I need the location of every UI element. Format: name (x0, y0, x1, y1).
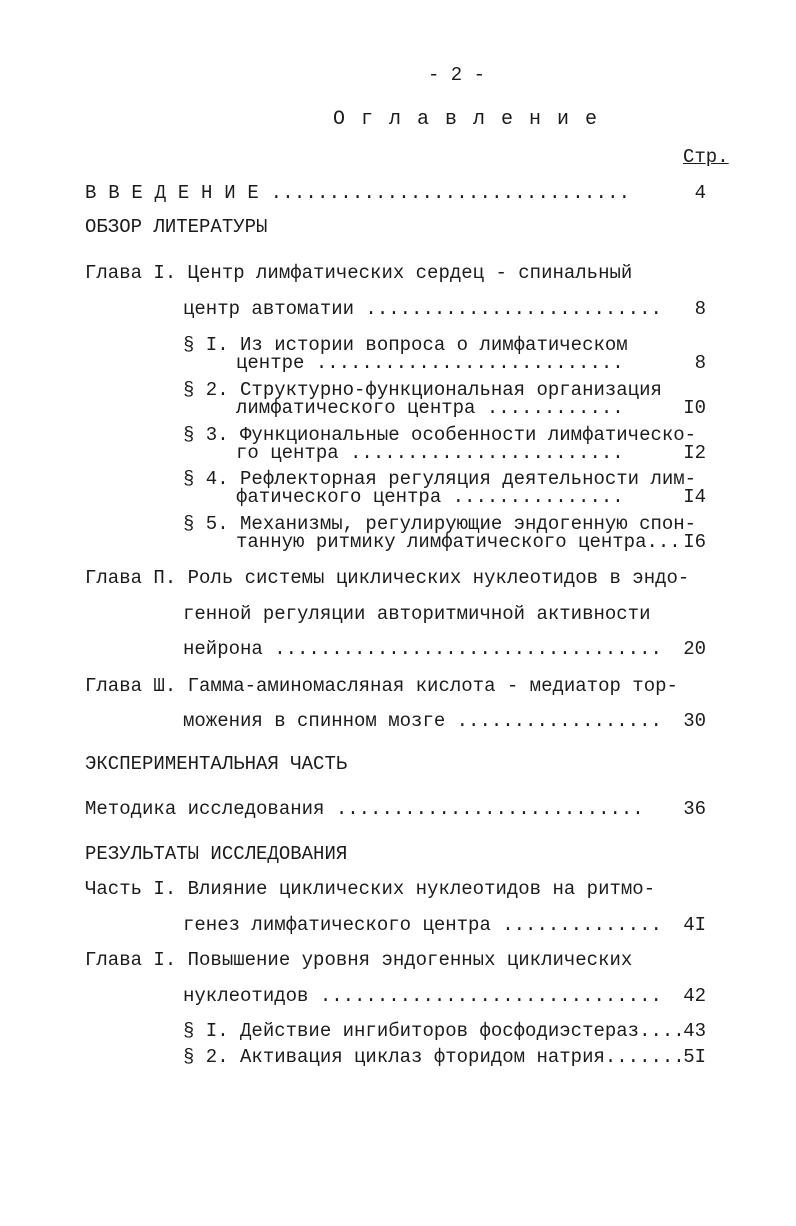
toc-page-results-chapter-1: 42 (683, 985, 706, 1007)
toc-entry-methods: Методика исследования ........................... (85, 798, 644, 820)
toc-page-methods: 36 (683, 798, 706, 820)
toc-entry-section-4-cont: фатического центра ............... (236, 486, 624, 508)
page-column-label: Стр. (683, 146, 729, 168)
toc-page-section-3: I2 (683, 442, 706, 464)
section-heading-experimental: ЭКСПЕРИМЕНТАЛЬНАЯ ЧАСТЬ (85, 753, 348, 775)
section-heading-literature: ОБЗОР ЛИТЕРАТУРЫ (85, 216, 268, 238)
toc-entry-section-4: § 4. Рефлекторная регуляция деятельности лим- (183, 468, 697, 490)
toc-entry-chapter-1-cont: центр автоматии .......................... (183, 298, 662, 320)
toc-page-results-section-2: 5I (683, 1046, 706, 1068)
toc-page-section-2: I0 (683, 397, 706, 419)
toc-entry-results-section-1: § I. Действие ингибиторов фосфодиэстераз.... (183, 1020, 685, 1042)
toc-entry-results-chapter-1: Глава I. Повышение уровня эндогенных циклических (85, 949, 633, 971)
toc-entry-section-3-cont: го центра ........................ (236, 442, 624, 464)
toc-entry-results-section-2: § 2. Активация циклаз фторидом натрия....... (183, 1046, 685, 1068)
toc-page-section-5: I6 (683, 531, 706, 553)
toc-entry-results-chapter-1-cont: нуклеотидов .............................. (183, 985, 662, 1007)
toc-page-part-1: 4I (683, 914, 706, 936)
toc-page-chapter-3: 30 (683, 710, 706, 732)
toc-page-chapter-1: 8 (694, 298, 706, 320)
toc-page-chapter-2: 20 (683, 638, 706, 660)
toc-entry-chapter-2-cont: генной регуляции авторитмичной активности (183, 603, 651, 625)
toc-page-results-section-1: 43 (683, 1020, 706, 1042)
toc-page-section-1: 8 (694, 352, 706, 374)
toc-entry-part-1-cont: генез лимфатического центра .............. (183, 914, 662, 936)
toc-page-intro: 4 (694, 182, 706, 204)
toc-entry-chapter-1: Глава I. Центр лимфатических сердец - спинальный (85, 262, 633, 284)
toc-entry-section-1: § I. Из истории вопроса о лимфатическом (183, 334, 628, 356)
toc-entry-chapter-3: Глава Ш. Гамма-аминомасляная кислота - медиатор тор- (85, 675, 678, 697)
toc-entry-section-5-cont: танную ритмику лимфатического центра... (236, 531, 681, 553)
toc-entry-intro: В В Е Д Е Н И Е ............................... (85, 182, 631, 204)
page-title: О г л а в л е н и е (333, 108, 600, 131)
page-number: - 2 - (428, 64, 486, 86)
toc-entry-section-1-cont: центре ........................... (236, 352, 624, 374)
toc-entry-chapter-2-cont2: нейрона .................................. (183, 638, 662, 660)
toc-entry-chapter-3-cont: можения в спинном мозге .................. (183, 710, 662, 732)
toc-entry-section-2-cont: лимфатического центра ............ (236, 397, 624, 419)
toc-entry-section-3: § 3. Функциональные особенности лимфатическо- (183, 424, 697, 446)
toc-entry-part-1: Часть I. Влияние циклических нуклеотидов на ритмо- (85, 878, 656, 900)
toc-entry-section-2: § 2. Структурно-функциональная организация (183, 379, 662, 401)
toc-page-section-4: I4 (683, 486, 706, 508)
section-heading-results: РЕЗУЛЬТАТЫ ИССЛЕДОВАНИЯ (85, 843, 348, 865)
toc-entry-chapter-2: Глава П. Роль системы циклических нуклеотидов в эндо- (85, 567, 690, 589)
toc-entry-section-5: § 5. Механизмы, регулирующие эндогенную спон- (183, 513, 697, 535)
